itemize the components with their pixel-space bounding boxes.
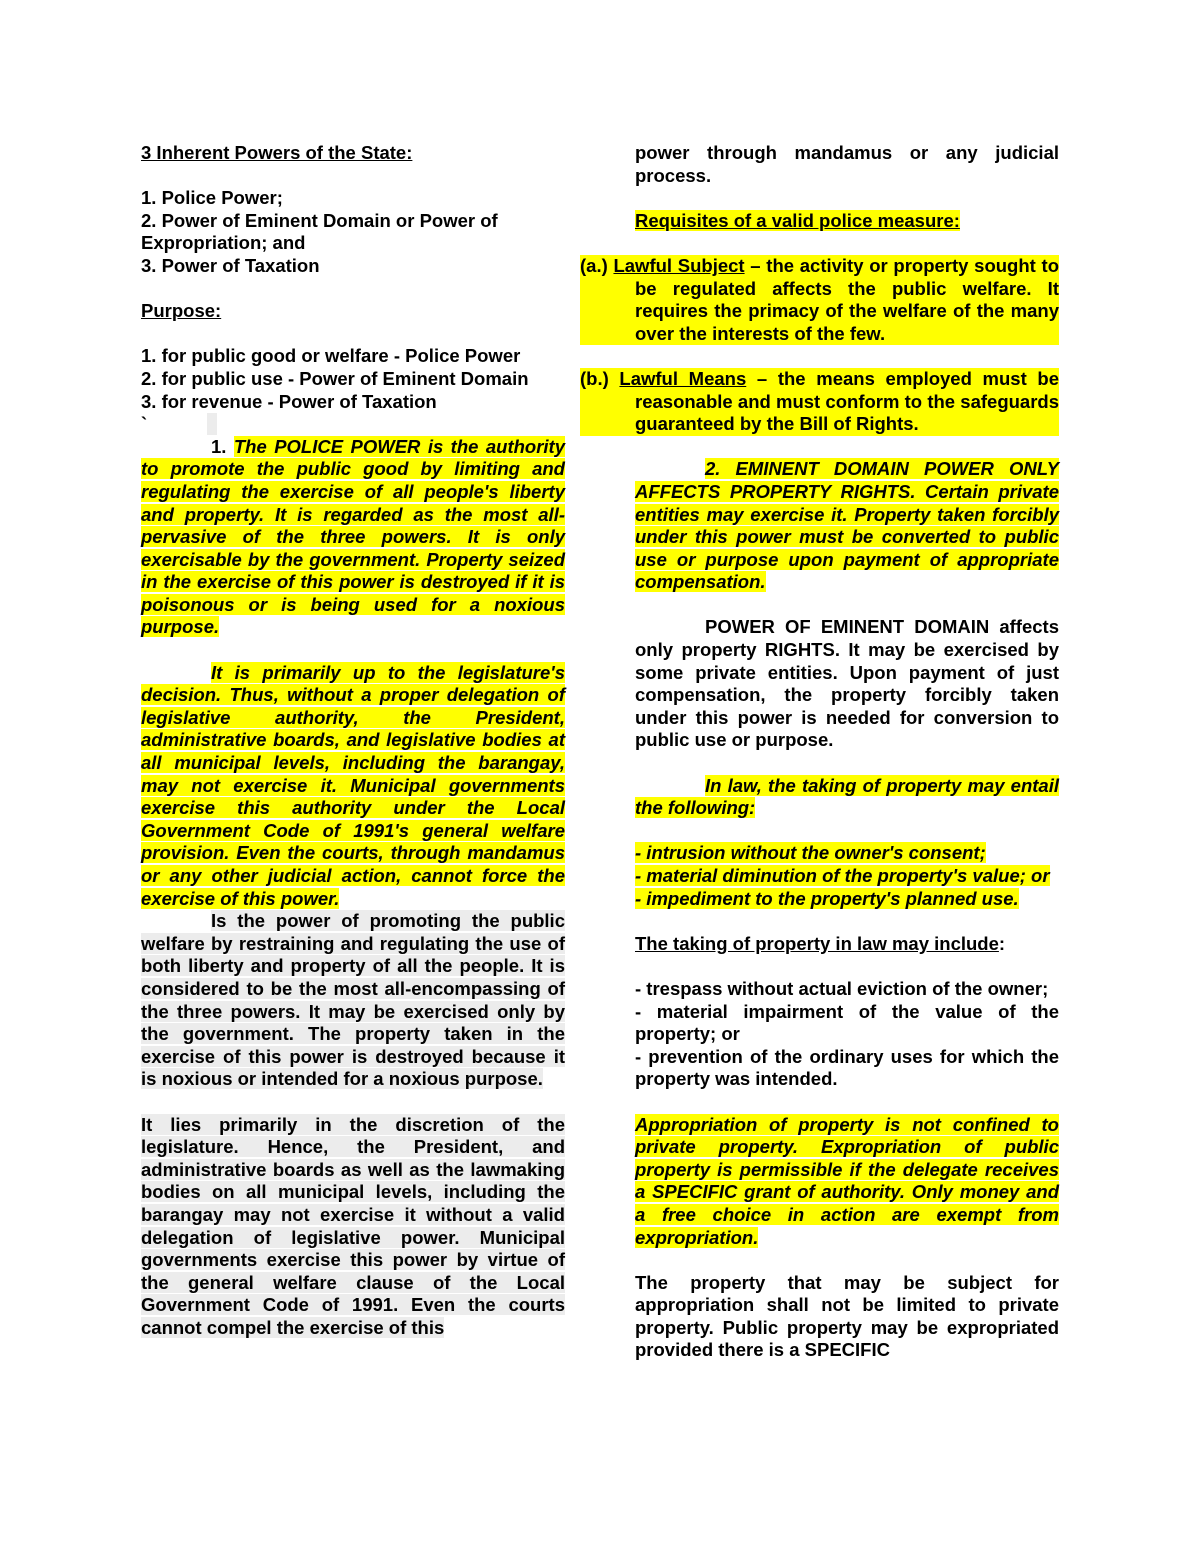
requisite-a-title: Lawful Subject xyxy=(613,254,745,276)
power-item-2: 2. Power of Eminent Domain or Power of Expropriation; and xyxy=(141,209,498,254)
requisite-a: (a.) Lawful Subject – the activity or property sought to be regulated affects the public welfare. It requires the primacy of the welfare of the many over the interests of the few. xyxy=(580,254,1059,344)
taking-item-1: - trespass without actual eviction of the owner; xyxy=(635,977,1049,999)
power-item-1: 1. Police Power; xyxy=(141,187,283,209)
power-eminent-domain-para: POWER OF EMINENT DOMAIN affects only property RIGHTS. It may be exercised by some private entities. Upon payment of just compensation, the property forcibly taken under this power is needed for conversion to public use or purpose. xyxy=(635,616,1059,751)
requisites-heading: Requisites of a valid police measure: xyxy=(635,209,960,231)
gray-mark xyxy=(207,413,217,435)
legislature-text: It is primarily up to the legislature's decision. Thus, without a proper delegation of legislative authority, the President, administrative boards, and legislative bodies at all municipal levels, including the barangay, may not exercise it. Municipal governments exercise this authority under the Local Government Code of 1991's general welfare provision. Even the courts, through mandamus or any other judicial action, cannot force the exercise of this power. xyxy=(141,661,565,909)
taking-item-2: - material impairment of the value of the property; or xyxy=(635,1000,1059,1045)
left-column xyxy=(141,142,565,1339)
requisite-b-title: Lawful Means xyxy=(619,367,747,389)
police-power-text: The POLICE POWER is the authority to promote the public good by limiting and regulating the exercise of all people's liberty and property. It is regarded as the most all-pervasive of the three powers. It is only exercisable by the government. Property seized in the exercise of this power is destroyed if it is poisonous or is being used for a noxious purpose. xyxy=(141,435,566,638)
para-number: 1. xyxy=(211,435,227,457)
legislature-para-plain: It lies primarily in the discretion of the legislature. Hence, the President, and administrative boards as well as the lawmaking bodies on all municipal levels, including the barangay may not exercise it without a valid delegation of legislative power. Municipal governments exercise this power by virtue of the general welfare clause of the Local Government Code of 1991. Even the courts cannot compel the exercise of this xyxy=(141,1113,565,1338)
law-item-2: - material diminution of the property's value; or xyxy=(635,865,1050,886)
powers-heading: 3 Inherent Powers of the State: xyxy=(141,142,413,163)
purpose-item-1: 1. for public good or welfare - Police Power xyxy=(141,345,521,367)
purpose-item-2: 2. for public use - Power of Eminent Domain xyxy=(141,367,529,389)
stray-tick: ` xyxy=(141,413,565,436)
law-item-3: - impediment to the property's planned use. xyxy=(635,887,1019,909)
final-para: The property that may be subject for appropriation shall not be limited to private property. Public property may be expropriated provided there is a SPECIFIC xyxy=(635,1271,1059,1361)
requisite-b: (b.) Lawful Means – the means employed must be reasonable and must conform to the safeguards guaranteed by the Bill of Rights. xyxy=(580,367,1059,435)
right-column xyxy=(580,142,1059,1362)
power-item-3: 3. Power of Taxation xyxy=(141,254,320,276)
requisite-b-label: (b.) xyxy=(580,367,609,389)
taking-heading: The taking of property in law may include: xyxy=(635,932,1006,954)
legislature-para xyxy=(141,662,565,911)
law-taking-para: In law, the taking of property may entail the following: xyxy=(635,774,1059,819)
appropriation-para: Appropriation of property is not confined to private property. Expropriation of public property is permissible if the delegate receives a SPECIFIC grant of authority. Only money and a free choice in action are exempt from expropriation. xyxy=(635,1113,1059,1248)
law-item-1: - intrusion without the owner's consent; xyxy=(635,842,986,864)
eminent-domain-para: 2. EMINENT DOMAIN POWER ONLY AFFECTS PROPERTY RIGHTS. Certain private entities may exercise it. Property taken forcibly under this power must be converted to public use or purpose upon payment of appropriate compensation. xyxy=(635,458,1059,593)
requisite-a-label: (a.) xyxy=(580,254,608,276)
taking-item-3: - prevention of the ordinary uses for which the property was intended. xyxy=(635,1045,1059,1090)
continuation-para: power through mandamus or any judicial process. xyxy=(635,142,1059,186)
purpose-item-3: 3. for revenue - Power of Taxation xyxy=(141,390,437,412)
police-power-para-plain: Is the power of promoting the public welfare by restraining and regulating the use of both liberty and property of all the people. It is considered to be the most all-encompassing of the three powers. It may be exercised only by the government. The property taken in the exercise of this power is destroyed because it is noxious or intended for a noxious purpose. xyxy=(141,910,565,1090)
police-power-para xyxy=(141,436,565,639)
purpose-heading: Purpose: xyxy=(141,300,222,322)
